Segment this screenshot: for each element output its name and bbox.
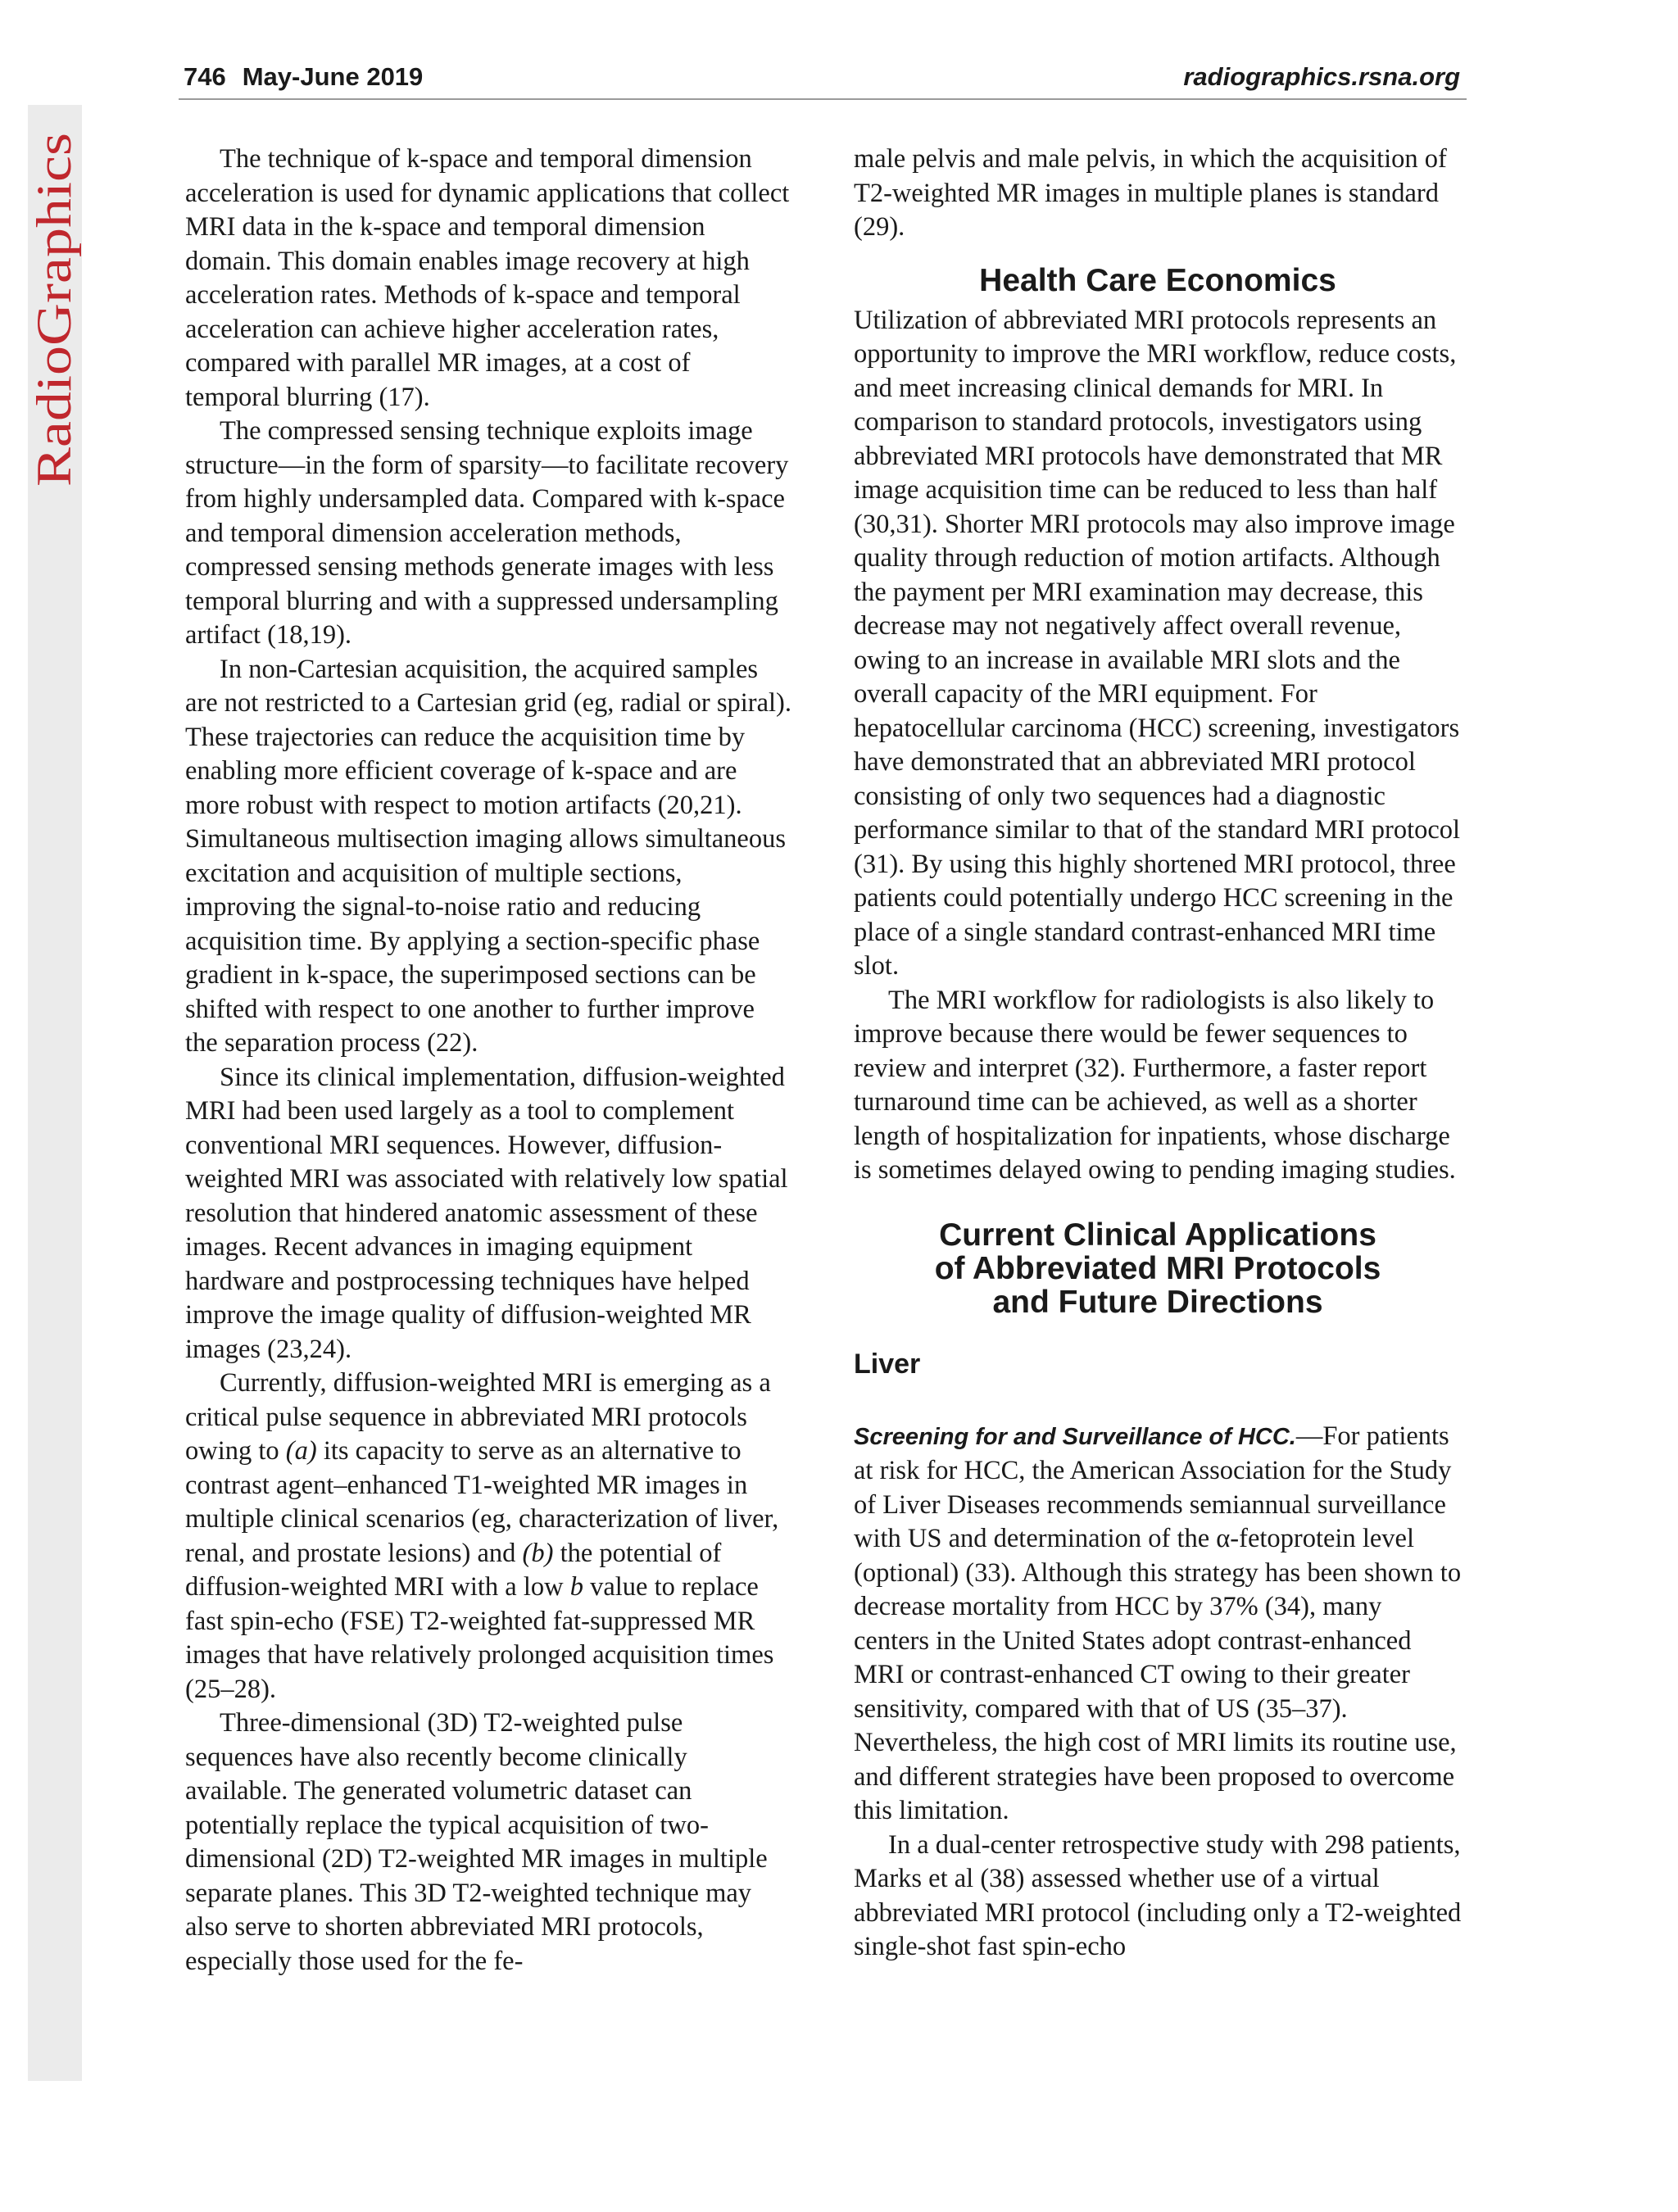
paragraph-3d-t2: Three-dimensional (3D) T2-weighted pulse sequences have also recently become clinically available. The generated volumetric dataset can potentially replace the typical acquisition of two-dimensional (2D) T2-weighted MR images in multiple separate planes. This 3D T2-weighted technique may also serve to shorten abbreviated MRI protocols, especially those used for the fe- (185, 1708, 768, 1976)
page-number: 746 (184, 62, 226, 91)
right-column (854, 143, 1462, 1965)
paragraph-hcc-screening: Screening for and Surveillance of HCC.—For patients at risk for HCC, the American Association for the Study of Liver Diseases recommends semiannual surveillance with US and determination of the α-fetoprotein level (optional) (33). Although this strategy has been shown to decrease mortality from HCC by 37% (34), many centers in the United States adopt contrast-enhanced MRI or contrast-enhanced CT owing to their greater sensitivity, compared with that of US (35–37). Nevertheless, the high cost of MRI limits its routine use, and different strategies have been proposed to overcome this limitation. (854, 1421, 1462, 1825)
journal-logo (27, 128, 81, 488)
paragraph-compressed-sensing: The compressed sensing technique exploits image structure—in the form of sparsity—to facilitate recovery from highly undersampled data. Compared with k-space and temporal dimension acceleration methods, compressed sensing methods generate images with less temporal blurring and with a suppressed undersampling artifact (18,19). (185, 416, 789, 650)
paragraph-dual-center: In a dual-center retrospective study with 298 patients, Marks et al (38) assessed whether use of a virtual abbreviated MRI protocol (including only a T2-weighted single-shot fast spin-echo (854, 1829, 1462, 1961)
heading-health-care-economics: Health Care Economics (979, 262, 1336, 298)
header-divider (179, 98, 1467, 100)
subheading-liver: Liver (854, 1348, 921, 1380)
paragraph-diffusion-current: Currently, diffusion-weighted MRI is emerging as a critical pulse sequence in abbreviated MRI protocols owing to (a) its capacity to serve as an alternative to contrast agent–enhanced T1-weighted MR images in multiple clinical scenarios (eg, characterization of liver, renal, and prostate lesions) and (b) the potential of diffusion-weighted MRI with a low b value to replace fast spin-echo (FSE) T2-weighted fat-suppressed MR images that have relatively prolonged acquisition times (25–28). (185, 1368, 779, 1704)
heading-clinical-applications: Current Clinical Applications of Abbreviated MRI Protocols and Future Directions (934, 1217, 1381, 1320)
paragraph-kspace-temporal: The technique of k-space and temporal dimension acceleration is used for dynamic applications that collect MRI data in the k-space and temporal dimension domain. This domain enables image recovery at high acceleration rates. Methods of k-space and temporal acceleration can achieve higher acceleration rates, compared with parallel MR images, at a cost of temporal blurring (17). (185, 144, 790, 412)
runin-heading-hcc: Screening for and Surveillance of HCC. (854, 1423, 1296, 1450)
page-header-left (184, 62, 423, 92)
journal-sidebar (28, 105, 82, 2081)
paragraph-continuation: male pelvis and male pelvis, in which the acquisition of T2-weighted MR images in multiple planes is standard (29). (854, 144, 1447, 242)
left-column (185, 143, 791, 1979)
journal-title: RadioGraphics (27, 192, 81, 487)
journal-website: radiographics.rsna.org (1183, 62, 1460, 91)
paragraph-diffusion-history: Since its clinical implementation, diffusion-weighted MRI had been used largely as a tool to complement conventional MRI sequences. However, diffusion-weighted MRI was associated with relatively low spatial resolution that hindered anatomic assessment of these images. Recent advances in imaging equipment hardware and postprocessing techniques have helped improve the image quality of diffusion-weighted MR images (23,24). (185, 1062, 788, 1364)
issue-date: May-June 2019 (242, 62, 424, 91)
paragraph-workflow: The MRI workflow for radiologists is also likely to improve because there would be fewer sequences to review and interpret (32). Furthermore, a faster report turnaround time can be achieved, as well as a shorter length of hospitalization for inpatients, whose discharge is sometimes delayed owing to pending imaging studies. (854, 985, 1456, 1185)
paragraph-non-cartesian: In non-Cartesian acquisition, the acquired samples are not restricted to a Cartesian grid (eg, radial or spiral). These trajectories can reduce the acquisition time by enabling more efficient coverage of k-space and are more robust with respect to motion artifacts (20,21). Simultaneous multisection imaging allows simultaneous excitation and acquisition of multiple sections, improving the signal-to-noise ratio and reducing acquisition time. By applying a section-specific phase gradient in k-space, the superimposed sections can be shifted with respect to one another to further improve the separation process (22). (185, 654, 791, 1058)
paragraph-economics: Utilization of abbreviated MRI protocols represents an opportunity to improve the MRI workflow, reduce costs, and meet increasing clinical demands for MRI. In comparison to standard protocols, investigators using abbreviated MRI protocols have demonstrated that MR image acquisition time can be reduced to less than half (30,31). Shorter MRI protocols may also improve image quality through reduction of motion artifacts. Although the payment per MRI examination may decrease, this decrease may not negatively affect overall revenue, owing to an increase in available MRI slots and the overall capacity of the MRI equipment. For hepatocellular carcinoma (HCC) screening, investigators have demonstrated that an abbreviated MRI protocol consisting of only two sequences had a diagnostic performance similar to that of the standard MRI protocol (31). By using this highly shortened MRI protocol, three patients could potentially undergo HCC screening in the place of a single standard contrast-enhanced MRI time slot. (854, 305, 1461, 981)
